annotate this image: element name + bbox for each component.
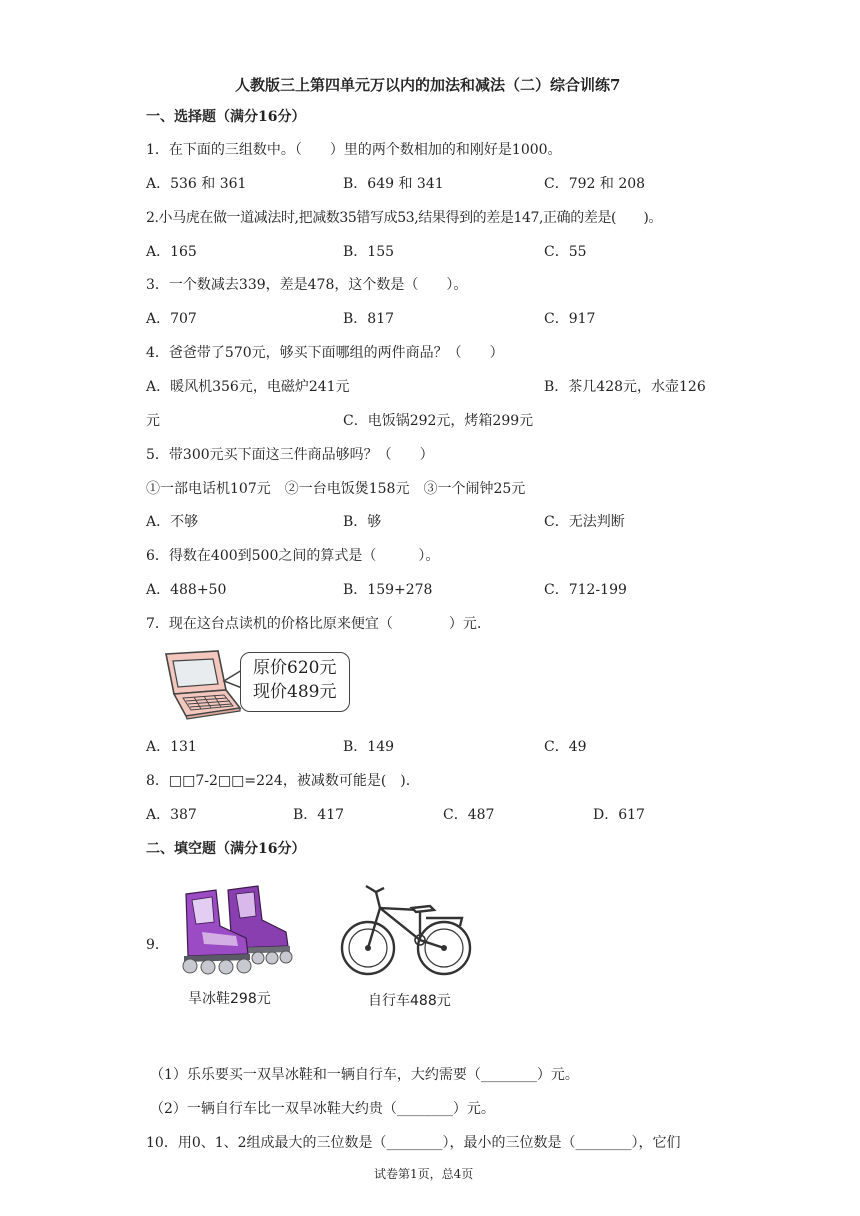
question-4-option-b-continued: 元 [146, 413, 160, 429]
question-5-option-c: C．无法判断 [544, 514, 625, 530]
page-title: 人教版三上第四单元万以内的加法和减法（二）综合训练7 [235, 76, 621, 94]
price-speech-bubble [240, 652, 350, 712]
question-5-stem: 5．带300元买下面这三件商品够吗？（ ） [146, 447, 434, 463]
question-6-option-c: C．712-199 [544, 582, 627, 598]
question-9-sub-2: （2）一辆自行车比一双旱冰鞋大约贵（________）元。 [150, 1101, 495, 1117]
skates-price-caption: 旱冰鞋298元 [188, 991, 271, 1007]
question-4-stem: 4．爸爸带了570元，够买下面哪组的两件商品？（ ） [146, 345, 504, 361]
page-footer: 试卷第1页，总4页 [374, 1167, 474, 1181]
question-3-stem: 3．一个数减去339，差是478，这个数是（ ）。 [146, 277, 468, 293]
question-2-option-c: C．55 [544, 244, 587, 260]
question-6-option-a: A．488+50 [146, 582, 227, 598]
section-heading-choice: 一、选择题（满分16分） [146, 109, 306, 125]
question-7-option-c: C．49 [544, 739, 587, 755]
question-1-stem: 1．在下面的三组数中。（ ）里的两个数相加的和刚好是1000。 [146, 142, 562, 158]
question-5-option-a: A．不够 [146, 514, 199, 530]
original-price-text: 原价620元 [253, 658, 337, 678]
question-7-option-b: B．149 [343, 739, 395, 755]
question-7-option-a: A．131 [146, 739, 197, 755]
question-3-option-b: B．817 [343, 311, 395, 327]
question-1-option-a: A．536 和 361 [146, 176, 247, 192]
question-3-option-a: A．707 [146, 311, 197, 327]
question-1-option-b: B．649 和 341 [343, 176, 444, 192]
question-4-option-c: C．电饭锅292元，烤箱299元 [343, 413, 534, 429]
question-8-option-c: C．487 [443, 807, 495, 823]
bicycle-price-caption: 自行车488元 [368, 993, 451, 1009]
question-8-option-b: B．417 [293, 807, 345, 823]
question-4-option-a: A．暖风机356元，电磁炉241元 [146, 379, 350, 395]
question-7-stem: 7．现在这台点读机的价格比原来便宜（ ）元. [146, 616, 482, 632]
question-1-option-c: C．792 和 208 [544, 176, 646, 192]
question-2-option-a: A．165 [146, 244, 197, 260]
section-heading-fill-in: 二、填空题（满分16分） [146, 841, 306, 857]
question-6-stem: 6．得数在400到500之间的算式是（ ）。 [146, 548, 440, 564]
question-4-option-b: B．茶几428元，水壶126 [544, 379, 706, 395]
current-price-text: 现价489元 [253, 682, 337, 702]
question-10-stem: 10．用0、1、2组成最大的三位数是（________），最小的三位数是（________），它们 [146, 1135, 681, 1151]
question-5-option-b: B．够 [343, 514, 382, 530]
question-6-option-b: B．159+278 [343, 582, 433, 598]
question-9-sub-1: （1）乐乐要买一双旱冰鞋和一辆自行车，大约需要（________）元。 [150, 1067, 579, 1083]
question-9-number: 9． [146, 937, 169, 953]
question-3-option-c: C．917 [544, 311, 596, 327]
question-2-stem: 2.小马虎在做一道减法时,把减数35错写成53,结果得到的差是147,正确的差是( )。 [146, 210, 662, 226]
question-8-stem: 8．□□7-2□□=224，被减数可能是( ). [146, 773, 411, 789]
question-8-option-d: D．617 [593, 807, 645, 823]
question-8-option-a: A．387 [146, 807, 197, 823]
question-5-items: ①一部电话机107元 ②一台电饭煲158元 ③一个闹钟25元 [146, 481, 526, 497]
roller-skates-illustration [166, 880, 294, 976]
bicycle-illustration [336, 878, 476, 980]
question-2-option-b: B．155 [343, 244, 395, 260]
